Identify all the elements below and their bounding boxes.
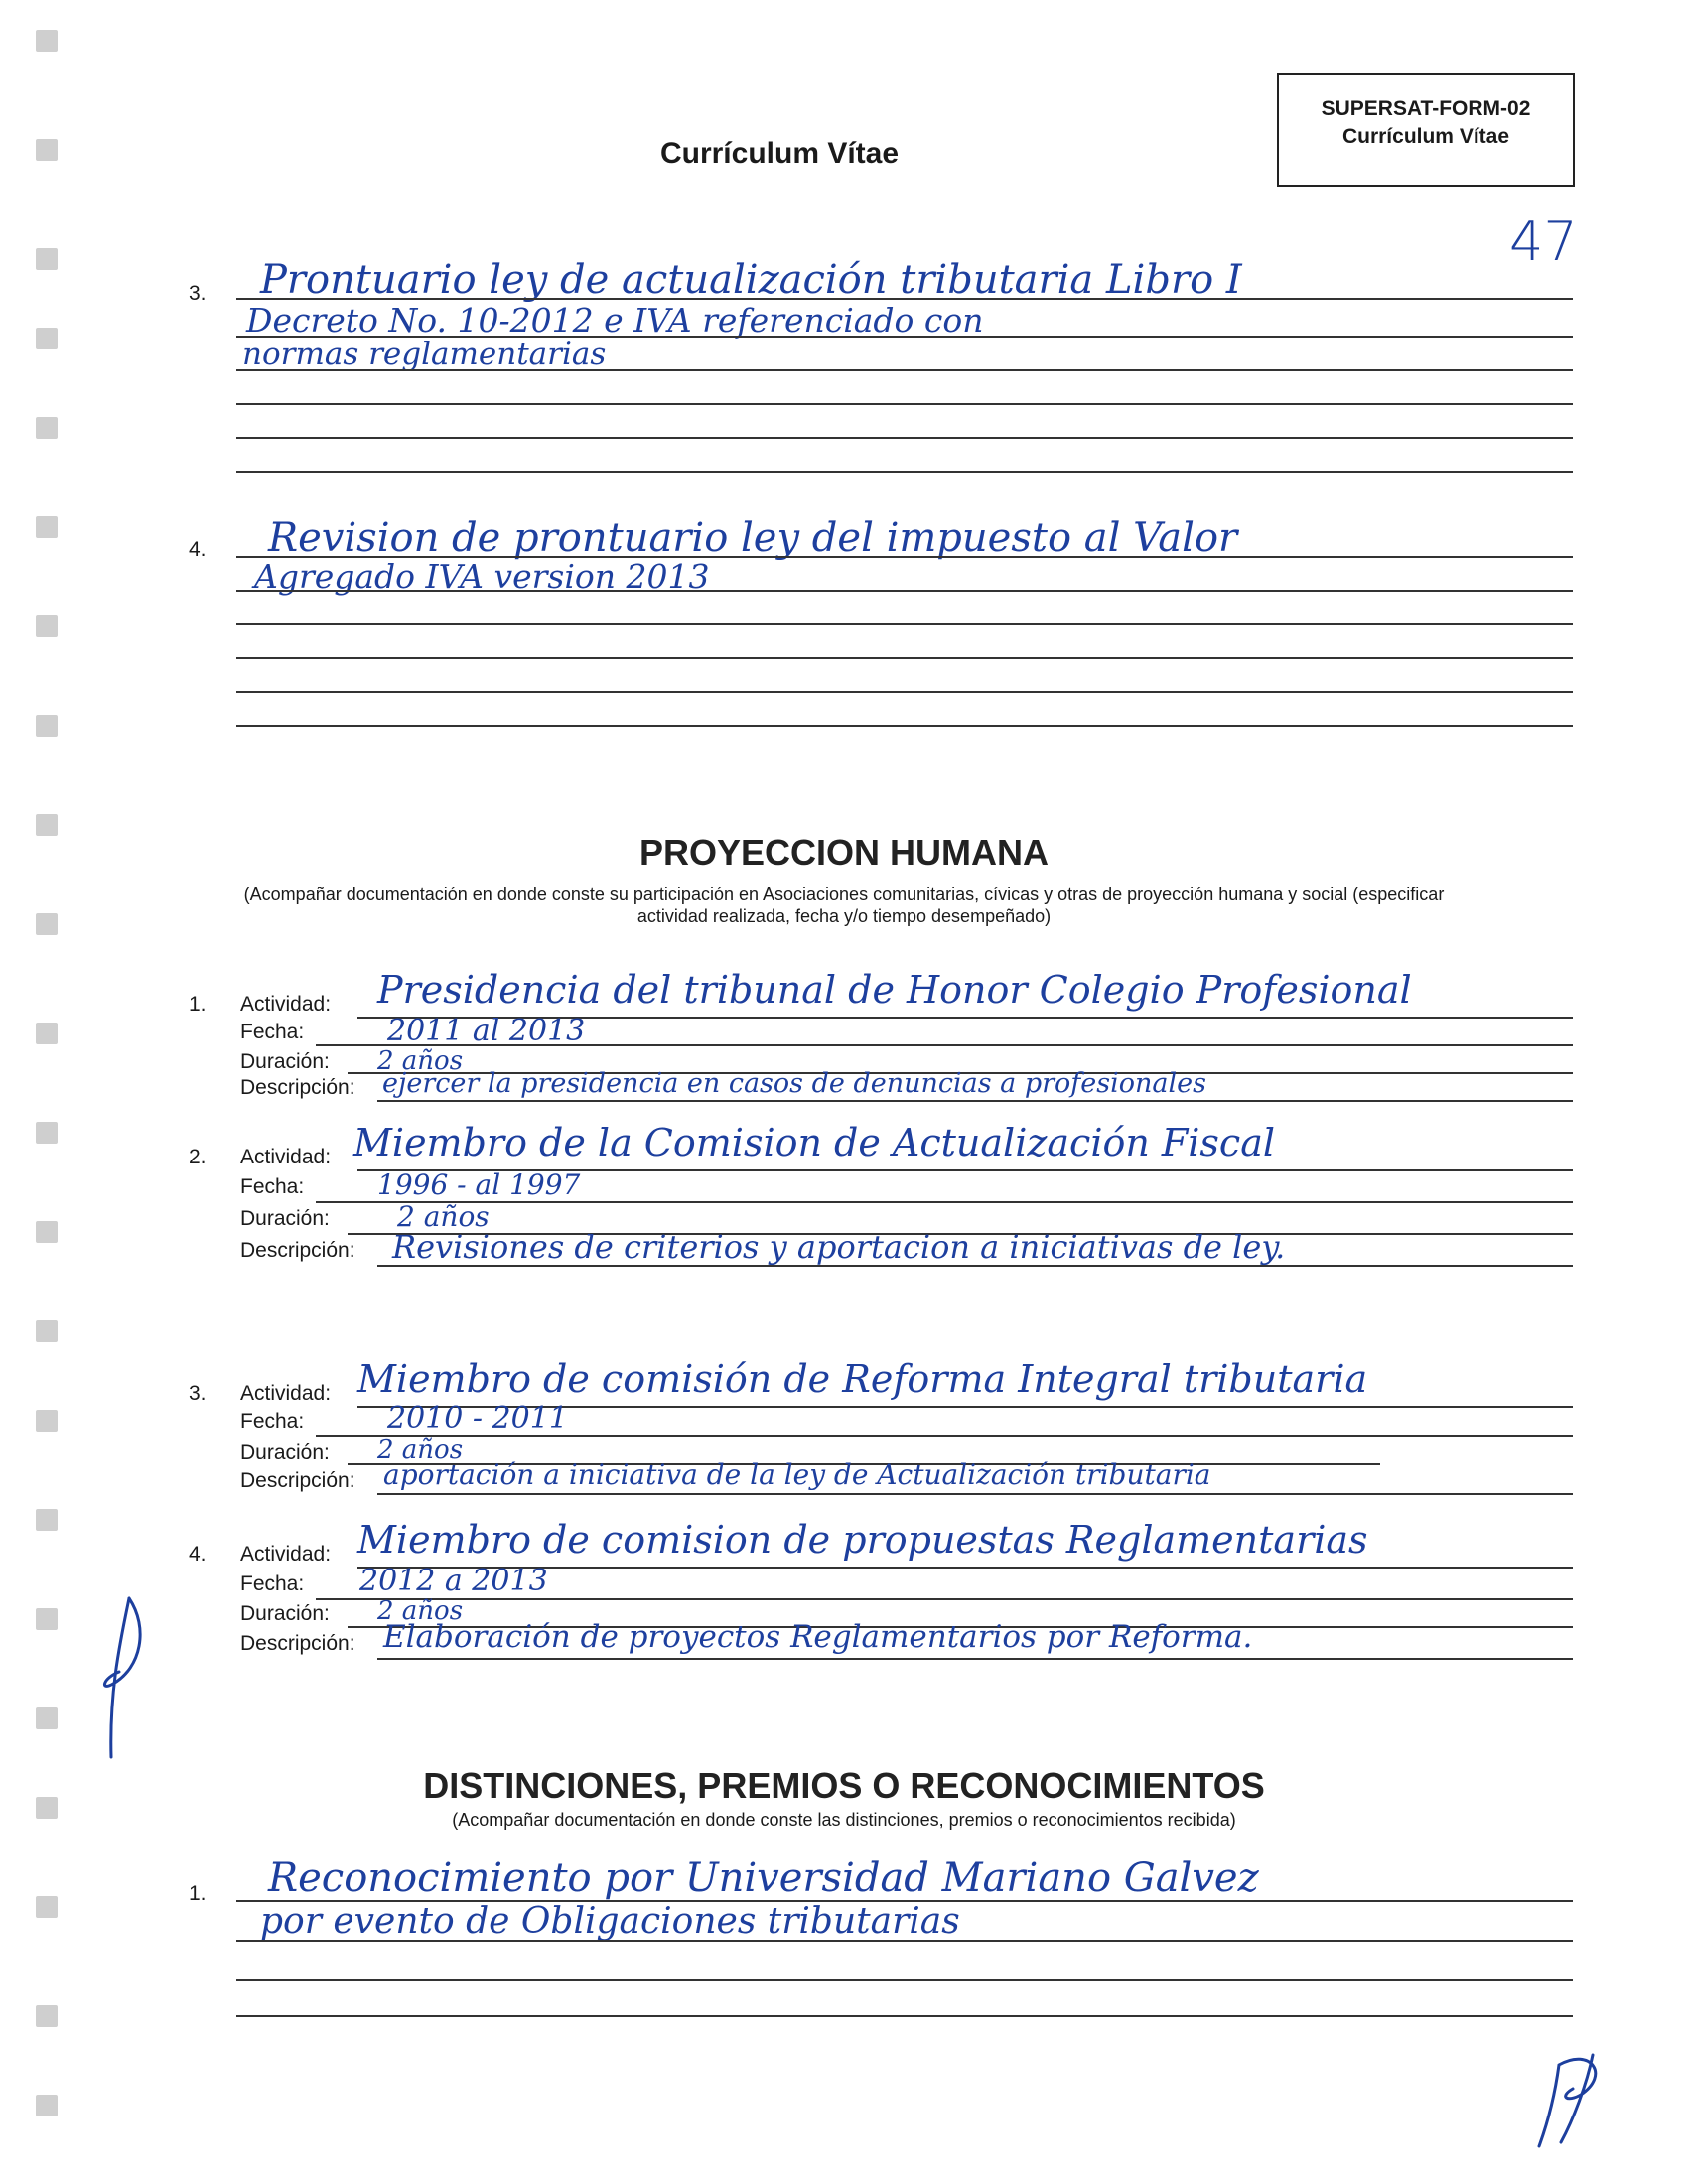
writing-line — [236, 623, 1573, 625]
binder-hole — [36, 1896, 58, 1918]
distinction-line: Reconocimiento por Universidad Mariano Galvez — [268, 1855, 1259, 1901]
writing-line — [236, 590, 1573, 592]
form-code: SUPERSAT-FORM-02 — [1321, 97, 1531, 120]
activity-label: Actividad: — [240, 1146, 332, 1168]
publication-number: 4. — [189, 538, 207, 561]
publication-line: normas reglamentarias — [242, 337, 607, 372]
activity-number: 1. — [189, 993, 207, 1016]
descripcion-label: Descripción: — [240, 1239, 355, 1262]
writing-line — [316, 1044, 1573, 1046]
descripcion-value: ejercer la presidencia en casos de denuncias a profesionales — [382, 1068, 1206, 1099]
page-title-wrap — [0, 137, 1688, 171]
fecha-label: Fecha: — [240, 1021, 305, 1043]
section-note-line: (Acompañar documentación en donde conste su participación en Asociaciones comunitarias, cívicas y otras de proyección humana y social (especificar — [243, 885, 1445, 904]
publication-line: Agregado IVA version 2013 — [254, 557, 710, 596]
writing-line — [236, 657, 1573, 659]
publication-line: Revision de prontuario ley del impuesto al Valor — [268, 515, 1238, 561]
binder-hole — [36, 417, 58, 439]
writing-line — [377, 1265, 1573, 1267]
binder-hole — [36, 1509, 58, 1531]
writing-line — [236, 369, 1573, 371]
activity-number: 2. — [189, 1146, 207, 1168]
writing-line — [236, 691, 1573, 693]
writing-line — [236, 403, 1573, 405]
binder-hole — [36, 913, 58, 935]
duracion-value: 2 años — [397, 1200, 490, 1233]
binder-hole — [36, 30, 58, 52]
writing-line — [236, 2015, 1573, 2017]
activity-value: Miembro de comisión de Reforma Integral tributaria — [357, 1357, 1368, 1401]
section-title-distinciones: DISTINCIONES, PREMIOS O RECONOCIMIENTOS — [423, 1765, 1265, 1806]
descripcion-value: aportación a iniciativa de la ley de Actualización tributaria — [383, 1458, 1211, 1491]
form-subtitle: Currículum Vítae — [1341, 125, 1510, 148]
activity-number: 3. — [189, 1382, 207, 1405]
section-note-distinciones: (Acompañar documentación en donde conste las distinciones, premios o reconocimientos recibida) — [452, 1810, 1236, 1830]
writing-line — [377, 1100, 1573, 1102]
writing-line — [236, 725, 1573, 727]
writing-line — [236, 437, 1573, 439]
fecha-label: Fecha: — [240, 1410, 305, 1433]
writing-line — [377, 1493, 1573, 1495]
distinction-number: 1. — [189, 1882, 207, 1905]
duracion-value: 2 años — [377, 1596, 464, 1626]
fecha-label: Fecha: — [240, 1572, 305, 1595]
writing-line — [236, 1979, 1573, 1981]
page-title: Currículum Vítae — [659, 137, 900, 170]
writing-line — [236, 471, 1573, 473]
fecha-value: 1996 - al 1997 — [377, 1168, 581, 1201]
writing-line — [316, 1435, 1573, 1437]
writing-line — [316, 1201, 1573, 1203]
writing-line — [236, 298, 1573, 300]
descripcion-value: Elaboración de proyectos Reglamentarios por Reforma. — [383, 1619, 1253, 1655]
binder-hole — [36, 1320, 58, 1342]
section-note-line: actividad realizada, fecha y/o tiempo desempeñado) — [636, 906, 1052, 926]
binder-hole — [36, 1221, 58, 1243]
descripcion-label: Descripción: — [240, 1076, 355, 1099]
publication-number: 3. — [189, 282, 207, 305]
duracion-label: Duración: — [240, 1602, 330, 1625]
binder-hole — [36, 248, 58, 270]
writing-line — [236, 1940, 1573, 1942]
descripcion-label: Descripción: — [240, 1469, 355, 1492]
duracion-value: 2 años — [377, 1435, 464, 1465]
fecha-label: Fecha: — [240, 1175, 305, 1198]
activity-value: Miembro de comision de propuestas Reglamentarias — [357, 1518, 1368, 1562]
activity-label: Actividad: — [240, 1543, 332, 1566]
binder-hole — [36, 1023, 58, 1044]
binder-hole — [36, 615, 58, 637]
fecha-value: 2012 a 2013 — [359, 1564, 548, 1598]
writing-line — [377, 1658, 1573, 1660]
initial-signature-mark — [1529, 2045, 1618, 2154]
page-number: 47 — [1509, 210, 1578, 273]
initial-signature-mark — [89, 1588, 159, 1767]
binder-hole — [36, 1608, 58, 1630]
activity-value: Miembro de la Comision de Actualización Fiscal — [353, 1121, 1276, 1164]
descripcion-value: Revisiones de criterios y aportacion a iniciativas de ley. — [392, 1228, 1286, 1266]
distinction-line: por evento de Obligaciones tributarias — [260, 1901, 960, 1942]
binder-hole — [36, 1707, 58, 1729]
activity-number: 4. — [189, 1543, 207, 1566]
fecha-value: 2010 - 2011 — [387, 1401, 568, 1435]
binder-hole — [36, 1122, 58, 1144]
activity-label: Actividad: — [240, 993, 332, 1016]
fecha-value: 2011 al 2013 — [387, 1014, 586, 1048]
descripcion-label: Descripción: — [240, 1632, 355, 1655]
activity-label: Actividad: — [240, 1382, 332, 1405]
binder-hole — [36, 328, 58, 349]
publication-line: Decreto No. 10-2012 e IVA referenciado con — [246, 301, 984, 340]
binder-hole — [36, 715, 58, 737]
section-title-proyeccion: PROYECCION HUMANA — [638, 832, 1049, 873]
publication-line: Prontuario ley de actualización tributaria Libro I — [260, 257, 1242, 303]
binder-hole — [36, 516, 58, 538]
duracion-value: 2 años — [377, 1046, 464, 1076]
binder-hole — [36, 1410, 58, 1432]
writing-line — [316, 1598, 1573, 1600]
duracion-label: Duración: — [240, 1207, 330, 1230]
activity-value: Presidencia del tribunal de Honor Colegio Profesional — [377, 968, 1412, 1012]
binder-hole — [36, 2095, 58, 2116]
duracion-label: Duración: — [240, 1441, 330, 1464]
duracion-label: Duración: — [240, 1050, 330, 1073]
binder-hole — [36, 2005, 58, 2027]
